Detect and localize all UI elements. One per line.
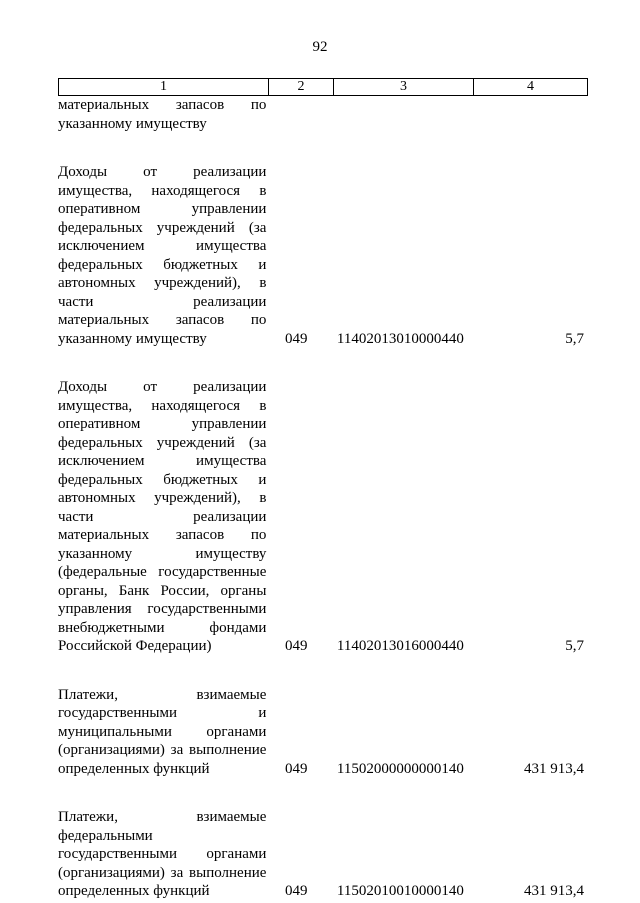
row-code: 049 (284, 330, 308, 347)
row-name-line: Доходы от реализации (58, 164, 267, 180)
row-amount: 5,7 (565, 638, 585, 654)
table-row (58, 163, 588, 348)
row-name-line: автономных учреждений), в (58, 490, 267, 506)
row-name-line: Российской Федерации) (58, 638, 212, 654)
row-kbk: 11502000000000140 (336, 760, 464, 777)
row-kbk: 11402013010000440 (336, 330, 464, 347)
row-name-line: материальных запасов по (58, 527, 267, 543)
row-name-line: государственными органами (58, 846, 267, 862)
row-name (58, 686, 266, 779)
row-name-line: (организациями) за выполнение (58, 742, 267, 758)
header-col-1: 1 (59, 79, 269, 95)
row-name-line: определенных функций (58, 760, 210, 777)
header-col-3: 3 (334, 79, 474, 95)
row-name-line: федеральными (58, 827, 153, 844)
row-name-line: федеральных бюджетных и (58, 256, 267, 273)
row-name-line: определенных функций (58, 883, 210, 899)
row-name-line: Платежи, взимаемые (58, 686, 267, 703)
row-name-line: исключением имущества (58, 238, 267, 254)
row-name-line: оперативном управлении (58, 201, 267, 217)
row-name-line: федеральных учреждений (за (58, 219, 267, 236)
row-amount: 431 913,4 (524, 883, 585, 899)
table-row (58, 686, 588, 779)
row-name-line: имущества, находящегося в (58, 182, 267, 199)
row-amount: 5,7 (565, 330, 585, 347)
header-col-4: 4 (527, 79, 534, 94)
table-row (58, 808, 588, 901)
row-name-line: управления государственными (58, 601, 267, 617)
row-name (58, 96, 266, 133)
row-name-line: материальных запасов по (58, 312, 267, 328)
row-name-line: Платежи, взимаемые (58, 809, 267, 825)
row-name-line: оперативном управлении (58, 416, 267, 432)
row-name-line: органы, Банк России, органы (58, 582, 267, 599)
row-name-line: федеральных учреждений (за (58, 434, 267, 451)
row-name-line: указанному имуществу (58, 545, 267, 562)
row-code: 049 (284, 883, 308, 899)
row-amount: 431 913,4 (524, 760, 585, 777)
row-name-line: указанному имуществу (58, 330, 207, 347)
row-name-line: автономных учреждений), в (58, 275, 267, 291)
header-col-2: 2 (269, 79, 334, 95)
table-row (58, 96, 588, 133)
table-header (58, 78, 588, 96)
row-name-line: государственными и (58, 705, 267, 721)
row-name-line: материальных запасов по (58, 97, 267, 113)
row-name (58, 163, 266, 348)
table-body (58, 96, 588, 901)
row-name-line: муниципальными органами (58, 723, 267, 740)
row-name-line: внебюджетными фондами (58, 619, 267, 636)
row-code: 049 (284, 638, 308, 654)
row-kbk: 11402013016000440 (336, 638, 464, 654)
row-code: 049 (284, 760, 308, 777)
row-name-line: федеральных бюджетных и (58, 471, 267, 488)
row-name-line: части реализации (58, 508, 267, 525)
page-number: 92 (312, 39, 328, 55)
row-name-line: (федеральные государственные (58, 564, 267, 580)
row-kbk: 11502010010000140 (336, 883, 464, 899)
row-name-line: (организациями) за выполнение (58, 864, 267, 881)
row-name-line: части реализации (58, 293, 267, 310)
row-name (58, 378, 266, 656)
row-name (58, 808, 266, 901)
row-name-line: указанному имуществу (58, 115, 207, 132)
row-name-line: имущества, находящегося в (58, 397, 267, 414)
row-name-line: Доходы от реализации (58, 379, 267, 395)
table-row (58, 378, 588, 656)
row-name-line: исключением имущества (58, 453, 267, 469)
